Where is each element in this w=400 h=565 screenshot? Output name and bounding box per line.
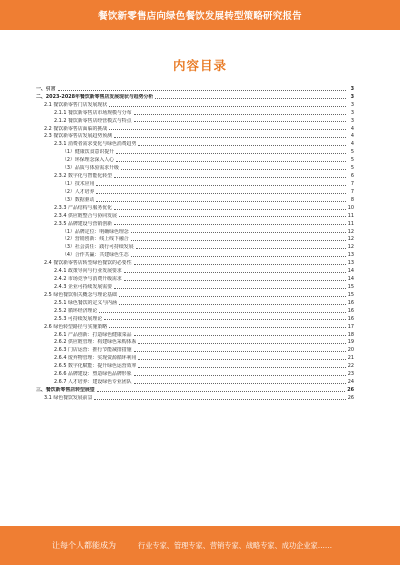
toc-entry-text: 2.1.1 餐饮新零售店市场规模与分布	[54, 109, 132, 116]
toc-entry-text: 2.6.1 产品创新：打造绿色健康菜品	[54, 331, 132, 338]
toc-entry[interactable]	[36, 155, 354, 163]
toc-dot-leader	[155, 98, 346, 99]
toc-dot-leader	[121, 169, 346, 170]
toc-dot-leader	[124, 272, 346, 273]
toc-entry[interactable]	[36, 377, 354, 385]
toc-entry[interactable]	[36, 298, 354, 306]
toc-entry-text: 2.1.2 餐饮新零售店经营模式与特点	[54, 117, 132, 124]
toc-dot-leader	[104, 319, 346, 320]
toc-entry[interactable]	[36, 385, 354, 393]
toc-entry[interactable]	[36, 306, 354, 314]
toc-entry[interactable]	[36, 242, 354, 250]
toc-entry[interactable]	[36, 393, 354, 401]
toc-page-number: 6	[350, 173, 354, 180]
toc-entry-text: 2.6.4 废弃物管理：实现资源循环利用	[54, 355, 137, 362]
toc-page-number: 11	[347, 220, 354, 227]
toc-page-number: 4	[350, 133, 354, 140]
toc-dot-leader	[134, 375, 346, 376]
toc-entry[interactable]	[36, 322, 354, 330]
toc-entry-text: 一、引言	[36, 85, 56, 92]
toc-entry-text: 2.5.2 循环经济理论	[54, 307, 98, 314]
toc-entry-text: 2.5 绿色餐饮相关概念与理论基础	[44, 291, 117, 298]
toc-dot-leader	[134, 383, 346, 384]
toc-entry[interactable]	[36, 84, 354, 92]
toc-page-number: 12	[347, 228, 354, 235]
toc-dot-leader	[114, 288, 346, 289]
toc-dot-leader	[97, 391, 345, 392]
toc-entry-text: 2.6.5 数字化赋能：提升绿色运营效率	[54, 363, 137, 370]
toc-entry-text: 2.4.2 市场竞争与消费升级需求	[54, 276, 122, 283]
report-title: 餐饮新零售店向绿色餐饮发展转型策略研究报告	[98, 11, 302, 22]
report-header-bar	[0, 0, 400, 30]
toc-entry[interactable]	[36, 266, 354, 274]
toc-dot-leader	[114, 137, 346, 138]
toc-entry-text: （1）品牌定位：明确绿色理念	[62, 228, 129, 235]
toc-dot-leader	[109, 327, 346, 328]
toc-page-number: 16	[347, 315, 354, 322]
toc-page-number: 15	[347, 291, 354, 298]
toc-heading: 内容目录	[172, 58, 227, 73]
toc-entry-text: （1）技术应用	[62, 180, 95, 187]
toc-dot-leader	[124, 280, 346, 281]
toc-dot-leader	[119, 216, 346, 217]
toc-dot-leader	[134, 114, 346, 115]
toc-entry-text: 2.4.3 企业可持续发展需要	[54, 283, 113, 290]
toc-entry-text: 2.6.7 人才培养：建设绿色专业团队	[54, 379, 132, 386]
toc-entry[interactable]	[36, 274, 354, 282]
toc-entry[interactable]	[36, 139, 354, 147]
toc-page-number: 19	[347, 339, 354, 346]
toc-dot-leader	[138, 145, 346, 146]
toc-page-number: 16	[347, 307, 354, 314]
toc-page-number: 23	[347, 371, 354, 378]
toc-dot-leader	[138, 359, 345, 360]
toc-page-number: 3	[350, 117, 354, 124]
toc-entry-text: 2.6 绿色转型路径与实施策略	[44, 323, 108, 330]
toc-entry[interactable]	[36, 92, 354, 100]
toc-entry[interactable]	[36, 100, 354, 108]
toc-page-number: 13	[347, 252, 354, 259]
toc-entry[interactable]	[36, 108, 354, 116]
toc-entry[interactable]	[36, 132, 354, 140]
toc-entry[interactable]	[36, 250, 354, 258]
toc-entry-text: 2.3.2 数字化与智能化转型	[54, 173, 113, 180]
toc-page-number: 20	[347, 347, 354, 354]
toc-page-number: 18	[347, 331, 354, 338]
toc-page-number: 5	[350, 157, 354, 164]
toc-dot-leader	[114, 224, 346, 225]
toc-entry[interactable]	[36, 203, 354, 211]
toc-entry[interactable]	[36, 187, 354, 195]
toc-entry-text: 2.6.3 门店运营：推行节能减排措施	[54, 347, 132, 354]
toc-dot-leader	[96, 193, 346, 194]
footer-slogan: 让每个人都能成为	[52, 541, 116, 550]
toc-page-number: 21	[347, 355, 354, 362]
toc-entry-text: （1）健康饮食意识提升	[62, 149, 115, 156]
toc-page-number: 4	[350, 125, 354, 132]
toc-dot-leader	[99, 312, 345, 313]
toc-page-number: 12	[347, 244, 354, 251]
toc-page-number: 7	[350, 188, 354, 195]
toc-dot-leader	[109, 129, 346, 130]
toc-entry[interactable]	[36, 179, 354, 187]
toc-entry-text: 2.3 餐饮新零售店发展趋势预测	[44, 133, 113, 140]
toc-entry-text: （2）营销创新：线上线下融合	[62, 236, 129, 243]
toc-page-number: 7	[350, 180, 354, 187]
toc-entry-text: 2.4.1 政策导向与行业发展要求	[54, 268, 122, 275]
toc-page-number: 24	[347, 379, 354, 386]
toc-dot-leader	[134, 351, 346, 352]
toc-page-number: 12	[347, 236, 354, 243]
toc-dot-leader	[114, 209, 346, 210]
toc-entry[interactable]	[36, 353, 354, 361]
toc-page-number: 3	[350, 85, 354, 92]
toc-entry-text: 二、2023-2028年餐饮新零售店发展现状与趋势分析	[36, 93, 154, 100]
toc-entry[interactable]	[36, 211, 354, 219]
toc-dot-leader	[136, 248, 346, 249]
toc-entry-text: （3）数据驱动	[62, 196, 95, 203]
toc-entry-text: 2.1 餐饮新零售门店发展现状	[44, 101, 108, 108]
toc-entry[interactable]	[36, 314, 354, 322]
toc-entry-text: 2.6.6 品牌建设：塑造绿色品牌形象	[54, 371, 132, 378]
toc-entry-text: 2.3.5 品牌建设与营销创新	[54, 220, 113, 227]
toc-dot-leader	[134, 264, 346, 265]
toc-entry-text: 2.5.3 可持续发展理论	[54, 315, 103, 322]
toc-entry[interactable]	[36, 171, 354, 179]
toc-dot-leader	[138, 343, 345, 344]
toc-entry[interactable]	[36, 147, 354, 155]
toc-page-number: 26	[347, 386, 354, 393]
toc-entry-text: （2）环保理念深入人心	[62, 157, 115, 164]
toc-entry[interactable]	[36, 235, 354, 243]
toc-entry[interactable]	[36, 219, 354, 227]
toc-entry-text: （3）品质与体验需求升级	[62, 165, 119, 172]
toc-entry[interactable]	[36, 345, 354, 353]
toc-dot-leader	[134, 121, 346, 122]
toc-entry-text: 2.3.3 产品结构与服务优化	[54, 204, 113, 211]
toc-page-number: 13	[347, 260, 354, 267]
toc-entry[interactable]	[36, 282, 354, 290]
toc-entry[interactable]	[36, 258, 354, 266]
toc-page-number: 3	[350, 93, 354, 100]
toc-dot-leader	[96, 185, 346, 186]
toc-page-number: 17	[347, 323, 354, 330]
toc-dot-leader	[134, 335, 346, 336]
toc-dot-leader	[114, 177, 346, 178]
toc-page-number: 5	[350, 149, 354, 156]
toc-page-number: 5	[350, 165, 354, 172]
toc-page-number: 4	[350, 141, 354, 148]
toc-dot-leader	[131, 240, 346, 241]
toc-entry[interactable]	[36, 369, 354, 377]
toc-entry-text: 三、餐饮新零售店转型展望	[36, 386, 95, 393]
toc-entry-text: 2.6.2 供应链管理：构建绿色采购体系	[54, 339, 137, 346]
toc-entry[interactable]	[36, 124, 354, 132]
toc-page-number: 14	[347, 276, 354, 283]
toc-entry[interactable]	[36, 338, 354, 346]
toc-page-number: 14	[347, 268, 354, 275]
footer-bar	[0, 526, 400, 565]
footer-roles: 行业专家、管理专家、营销专家、战略专家、成功企业家……	[138, 540, 333, 550]
table-of-contents	[36, 84, 354, 401]
toc-entry[interactable]	[36, 116, 354, 124]
toc-page-number: 8	[350, 196, 354, 203]
toc-entry[interactable]	[36, 361, 354, 369]
toc-entry-text: （4）合作共赢：共建绿色生态	[62, 252, 129, 259]
toc-page-number: 3	[350, 109, 354, 116]
toc-entry[interactable]	[36, 290, 354, 298]
toc-page-number: 26	[347, 394, 354, 401]
toc-entry-text: 2.4 餐饮新零售店转型绿色餐饮的必要性	[44, 260, 132, 267]
toc-dot-leader	[116, 161, 346, 162]
toc-entry[interactable]	[36, 227, 354, 235]
toc-entry-text: 2.2 餐饮新零售店面临的挑战	[44, 125, 108, 132]
toc-dot-leader	[109, 106, 346, 107]
toc-dot-leader	[119, 304, 346, 305]
toc-entry-text: （2）人才培养	[62, 188, 95, 195]
toc-page-number: 10	[347, 204, 354, 211]
toc-page-number: 22	[347, 363, 354, 370]
toc-entry[interactable]	[36, 195, 354, 203]
toc-entry[interactable]	[36, 163, 354, 171]
toc-dot-leader	[138, 367, 345, 368]
toc-page-number: 3	[350, 101, 354, 108]
toc-page-number: 11	[347, 212, 354, 219]
toc-page-number: 16	[347, 299, 354, 306]
toc-dot-leader	[94, 399, 345, 400]
toc-entry-text: 3.1 绿色餐饮发展前景	[44, 394, 93, 401]
toc-entry-text: 2.3.4 供应链整合与协同发展	[54, 212, 117, 219]
toc-dot-leader	[131, 256, 346, 257]
toc-dot-leader	[116, 153, 346, 154]
toc-dot-leader	[119, 296, 346, 297]
toc-page-number: 15	[347, 283, 354, 290]
toc-dot-leader	[131, 232, 346, 233]
toc-entry[interactable]	[36, 330, 354, 338]
toc-dot-leader	[58, 90, 346, 91]
toc-entry-text: （3）社会责任：践行可持续发展	[62, 244, 134, 251]
toc-entry-text: 2.3.1 消费者需求变化与绿色消费趋势	[54, 141, 137, 148]
toc-entry-text: 2.5.1 绿色餐饮的定义与内涵	[54, 299, 117, 306]
toc-dot-leader	[96, 201, 346, 202]
